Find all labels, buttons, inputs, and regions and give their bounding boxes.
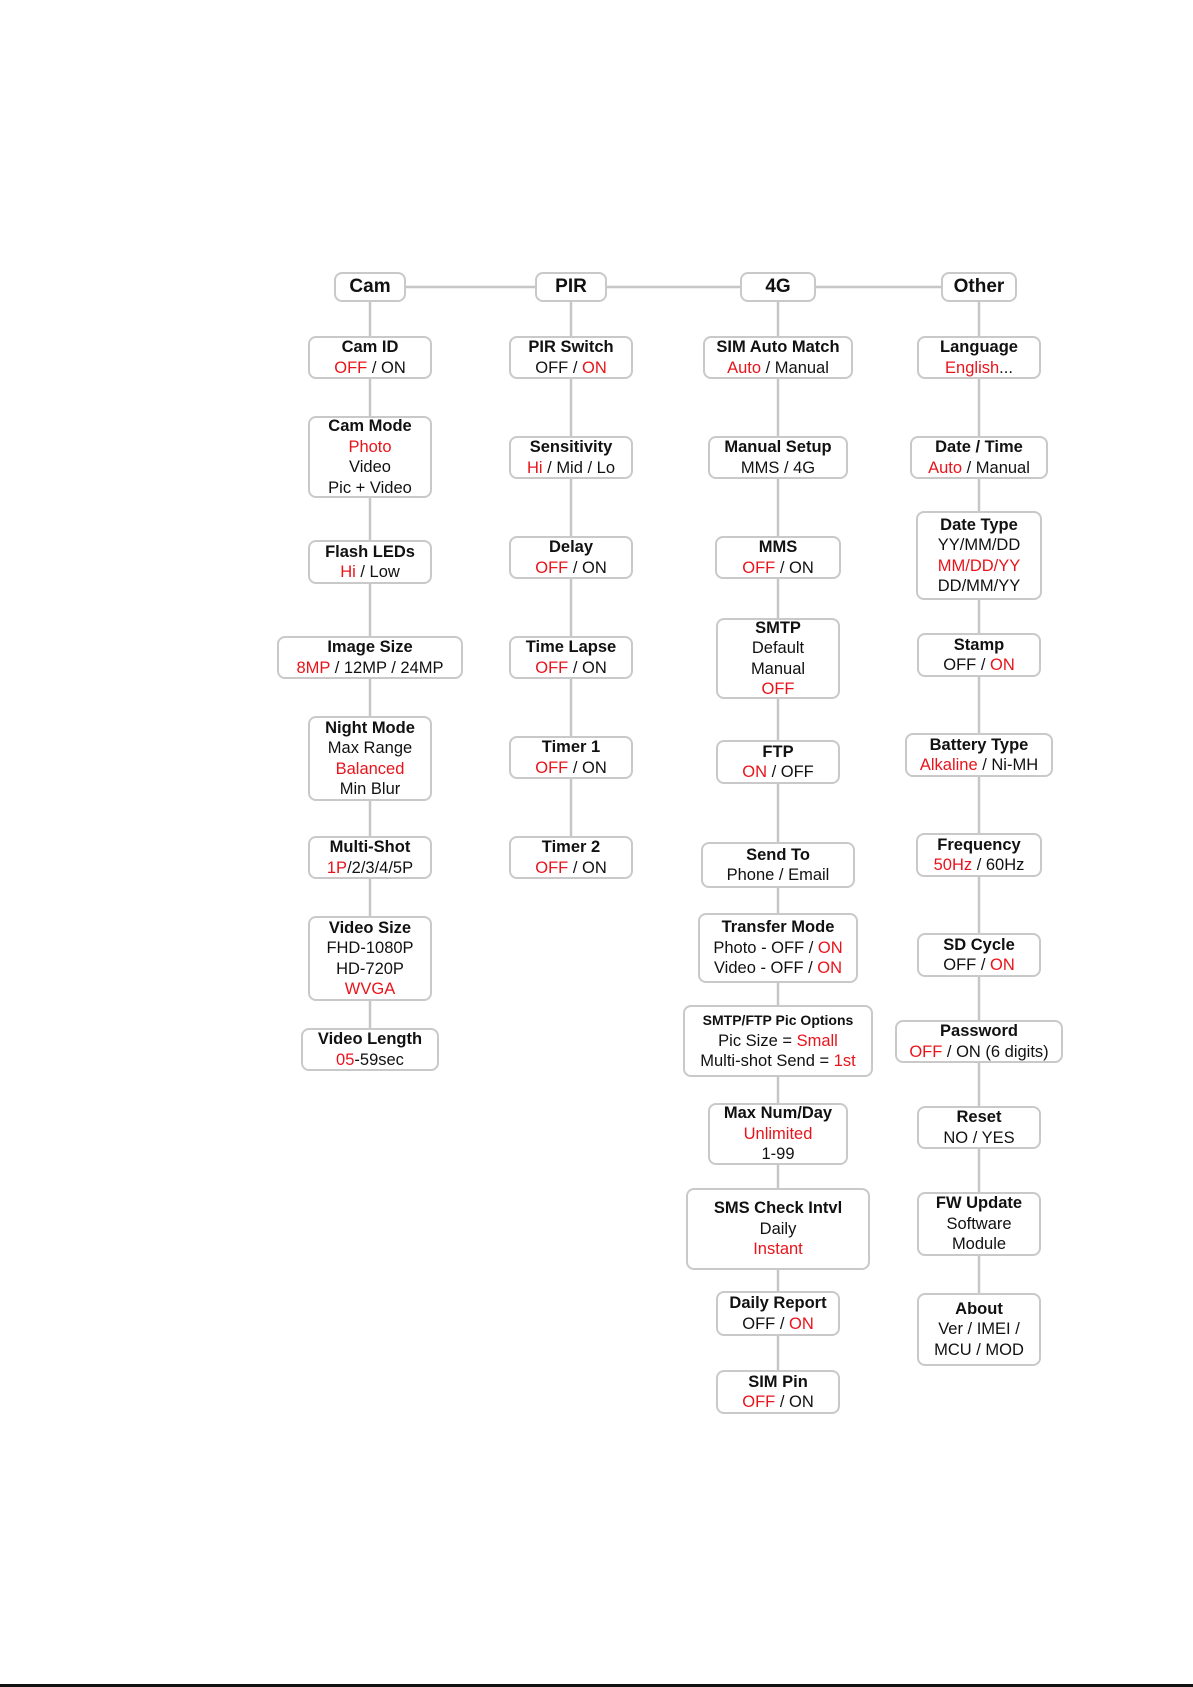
menu-item-battery-type[interactable] [905, 733, 1053, 777]
option-line [938, 535, 1021, 556]
menu-item-title: Video Size [328, 918, 412, 937]
menu-header-cam[interactable] [334, 272, 406, 302]
option-text: Max Range [327, 739, 413, 757]
option-text: / ON [775, 1393, 814, 1411]
menu-item-title: Send To [746, 845, 810, 864]
menu-item-title: Sensitivity [529, 438, 613, 456]
option-text: Multi-shot Send = [700, 1052, 834, 1071]
menu-item-title: Timer 1 [541, 738, 601, 756]
menu-item-title: Flash LEDs [325, 542, 415, 561]
menu-header-label: Other [953, 275, 1005, 297]
option-line [742, 1314, 814, 1335]
menu-item-fw-update[interactable] [917, 1192, 1041, 1256]
menu-item-mms[interactable] [715, 536, 841, 579]
option-line [327, 858, 413, 879]
selected-option: English [945, 358, 1000, 377]
option-text: / Manual [761, 358, 829, 377]
menu-item-time-lapse[interactable] [509, 636, 633, 679]
option-line [336, 959, 404, 980]
option-text: / OFF [767, 763, 814, 781]
option-line [751, 659, 805, 680]
menu-item-date-type[interactable] [916, 511, 1042, 600]
selected-option: OFF [742, 558, 776, 577]
option-line [535, 658, 607, 679]
option-line [945, 358, 1013, 379]
menu-item-title: Night Mode [325, 718, 415, 737]
option-line [714, 958, 842, 979]
option-line [752, 638, 804, 659]
option-text: Daily [759, 1219, 797, 1238]
option-text: / ON [775, 558, 814, 577]
option-line [718, 1031, 838, 1052]
option-text: Pic Size = [718, 1031, 797, 1050]
option-text: ... [999, 358, 1013, 377]
menu-item-title: FTP [762, 742, 794, 761]
option-line [349, 457, 391, 478]
menu-item-title: Transfer Mode [721, 918, 835, 937]
selected-option: ON [990, 656, 1015, 674]
selected-option: OFF [761, 680, 795, 698]
option-text: Video [349, 458, 391, 476]
menu-item-video-size[interactable] [308, 916, 432, 1001]
option-line [296, 658, 443, 679]
menu-item-title: Reset [956, 1108, 1002, 1126]
menu-item-smtp[interactable] [716, 618, 840, 699]
menu-item-sms-check-intvl[interactable] [686, 1188, 870, 1270]
menu-item-manual-setup[interactable] [708, 436, 848, 479]
selected-option: Auto [928, 458, 963, 477]
selected-option: WVGA [344, 980, 396, 998]
menu-item-timer-1[interactable] [509, 736, 633, 779]
menu-item-flash-leds[interactable] [308, 540, 432, 584]
option-line [727, 865, 830, 886]
option-line [340, 562, 400, 583]
option-line [762, 679, 795, 700]
option-text: YY/MM/DD [937, 536, 1021, 554]
menu-item-frequency[interactable] [916, 833, 1042, 877]
option-line [952, 1234, 1006, 1255]
menu-item-about[interactable] [917, 1293, 1041, 1366]
option-text: / ON (6 digits) [942, 1042, 1049, 1061]
option-line [946, 1214, 1011, 1235]
option-text: OFF / [742, 1314, 789, 1333]
menu-header-pir[interactable] [535, 272, 607, 302]
menu-item-title: About [955, 1299, 1003, 1318]
selected-option: Alkaline [919, 756, 978, 774]
option-text: Pic + Video [328, 478, 412, 497]
selected-option: ON [582, 358, 607, 377]
option-text: / Low [355, 563, 400, 581]
option-text: / ON [568, 558, 607, 577]
option-line [527, 458, 615, 479]
menu-item-title: Language [940, 338, 1018, 356]
option-line [934, 855, 1025, 876]
option-text: DD/MM/YY [937, 577, 1021, 595]
option-line [744, 1124, 813, 1145]
option-line [909, 1042, 1048, 1063]
selected-option: 05 [336, 1050, 355, 1069]
option-line [938, 1319, 1020, 1340]
option-text: Software [946, 1214, 1012, 1233]
option-line [328, 738, 412, 759]
menu-item-sd-cycle[interactable] [917, 933, 1041, 977]
option-text: OFF / [943, 656, 990, 674]
menu-item-title: Stamp [953, 635, 1005, 654]
menu-item-sim-auto-match[interactable] [703, 336, 853, 379]
option-text: HD-720P [336, 959, 404, 978]
menu-item-daily-report[interactable] [716, 1291, 840, 1336]
menu-item-stamp[interactable] [917, 633, 1041, 677]
menu-item-send-to[interactable] [701, 842, 855, 888]
option-line [727, 358, 829, 379]
option-line [348, 437, 391, 458]
option-text: Photo - OFF / [713, 938, 818, 957]
option-text: / Mid / Lo [542, 458, 616, 477]
menu-header-label: PIR [555, 275, 587, 297]
menu-item-title: SIM Auto Match [716, 338, 840, 356]
menu-item-title: SMTP [755, 618, 801, 637]
option-line [713, 938, 842, 959]
option-line [334, 358, 406, 379]
menu-item-title: PIR Switch [528, 338, 614, 356]
menu-item-title: Delay [548, 538, 594, 556]
option-line [345, 979, 395, 1000]
selected-option: Unlimited [743, 1124, 813, 1143]
option-text: Ver / IMEI / [938, 1320, 1020, 1339]
option-line [761, 1144, 794, 1165]
option-text: OFF / [535, 358, 582, 377]
option-text: MMS / 4G [740, 458, 816, 477]
option-text: / ON [367, 358, 406, 377]
option-text: Phone / Email [726, 866, 830, 884]
menu-item-title: Max Num/Day [723, 1104, 833, 1123]
option-line [934, 1340, 1024, 1361]
option-text: NO / YES [943, 1128, 1015, 1147]
menu-item-title: FW Update [935, 1194, 1023, 1213]
menu-item-max-num-day[interactable] [708, 1103, 848, 1165]
menu-item-title: Battery Type [929, 735, 1029, 754]
selected-option: ON [817, 938, 843, 957]
menu-item-title: Cam Mode [328, 417, 412, 435]
menu-item-title: Frequency [937, 835, 1021, 854]
menu-item-title: Cam ID [341, 338, 399, 356]
menu-item-date-time[interactable] [910, 436, 1048, 479]
option-line [336, 1050, 404, 1071]
option-line [328, 478, 412, 499]
option-text: / Manual [962, 458, 1030, 477]
option-text: / 60Hz [972, 856, 1025, 874]
menu-header-other[interactable] [941, 272, 1017, 302]
selected-option: 1st [833, 1052, 856, 1071]
option-text: / 12MP / 24MP [330, 658, 444, 677]
option-text: / Ni-MH [977, 756, 1039, 774]
menu-item-delay[interactable] [509, 536, 633, 579]
selected-option: OFF [535, 758, 569, 777]
selected-option: ON [817, 959, 843, 978]
selected-option: OFF [535, 858, 569, 877]
selected-option: 8MP [296, 658, 331, 677]
option-line [928, 458, 1030, 479]
option-line [753, 1239, 803, 1260]
menu-item-pir-switch[interactable] [509, 336, 633, 379]
selected-option: Hi [526, 458, 543, 477]
option-text: 1-99 [761, 1145, 795, 1164]
option-line [938, 576, 1021, 597]
menu-item-title: Date / Time [935, 438, 1023, 456]
option-line [700, 1051, 855, 1072]
option-line [760, 1219, 797, 1240]
selected-option: 50Hz [933, 856, 973, 874]
menu-header-4g[interactable] [740, 272, 816, 302]
selected-option: ON [742, 763, 767, 781]
option-text: FHD-1080P [326, 939, 414, 957]
selected-option: OFF [535, 558, 569, 577]
menu-item-title: MMS [758, 538, 798, 556]
option-line [535, 758, 607, 779]
menu-item-title: Manual Setup [724, 438, 832, 456]
selected-option: 1P [326, 858, 348, 877]
option-line [938, 556, 1021, 577]
option-text: Default [751, 639, 805, 657]
menu-item-title: Time Lapse [525, 638, 617, 656]
option-text: -59sec [354, 1050, 404, 1069]
menu-item-sim-pin[interactable] [716, 1370, 840, 1414]
option-text: Manual [750, 659, 806, 678]
selected-option: Instant [753, 1240, 803, 1259]
option-line [336, 759, 405, 780]
menu-item-video-length[interactable] [301, 1028, 439, 1071]
selected-option: Auto [727, 358, 762, 377]
selected-option: Small [796, 1031, 838, 1050]
option-line [943, 1128, 1014, 1149]
menu-item-password[interactable] [895, 1020, 1063, 1063]
menu-header-label: 4G [765, 275, 791, 297]
selected-option: OFF [909, 1042, 943, 1061]
option-line [742, 1392, 814, 1413]
option-line [943, 955, 1015, 976]
menu-header-label: Cam [349, 275, 391, 297]
menu-item-title: Daily Report [729, 1294, 827, 1312]
menu-item-title: Multi-Shot [329, 838, 411, 856]
menu-item-language[interactable] [917, 336, 1041, 379]
selected-option: Hi [340, 563, 356, 581]
option-line [535, 858, 607, 879]
menu-item-night-mode[interactable] [308, 716, 432, 801]
menu-item-title: Date Type [940, 515, 1018, 534]
menu-item-title: SMTP/FTP Pic Options [702, 1012, 854, 1029]
option-line [920, 755, 1038, 776]
option-text: / ON [568, 758, 607, 777]
option-line [535, 358, 607, 379]
option-text: Module [951, 1235, 1007, 1254]
option-line [340, 779, 401, 800]
option-line [943, 655, 1015, 676]
menu-item-title: Timer 2 [541, 838, 601, 856]
selected-option: OFF [742, 1393, 776, 1411]
option-line [535, 558, 607, 579]
menu-item-title: SMS Check Intvl [713, 1199, 843, 1218]
menu-item-ftp[interactable] [716, 740, 840, 784]
menu-item-title: Video Length [317, 1030, 423, 1048]
option-line [742, 762, 814, 783]
option-line [741, 458, 815, 479]
menu-item-smtp-ftp-pic-options[interactable] [683, 1005, 873, 1077]
selected-option: Photo [348, 437, 392, 456]
option-text: / ON [568, 658, 607, 677]
menu-item-cam-mode[interactable] [308, 416, 432, 498]
option-text: /2/3/4/5P [347, 858, 414, 877]
selected-option: OFF [535, 658, 569, 677]
option-text: Min Blur [339, 780, 401, 798]
menu-item-title: SD Cycle [943, 935, 1015, 954]
selected-option: MM/DD/YY [937, 556, 1021, 575]
menu-item-timer-2[interactable] [509, 836, 633, 879]
menu-item-title: SIM Pin [748, 1372, 808, 1391]
selected-option: ON [990, 956, 1015, 974]
option-line [326, 938, 413, 959]
menu-item-image-size[interactable] [277, 636, 463, 679]
option-text: Video - OFF / [713, 959, 818, 978]
option-text: OFF / [943, 956, 990, 974]
menu-item-sensitivity[interactable] [509, 436, 633, 479]
selected-option: Balanced [335, 759, 405, 778]
selected-option: OFF [334, 358, 368, 377]
menu-item-multi-shot[interactable] [308, 836, 432, 879]
menu-item-transfer-mode[interactable] [698, 913, 858, 983]
selected-option: ON [789, 1314, 814, 1333]
menu-item-cam-id[interactable] [308, 336, 432, 379]
menu-item-reset[interactable] [917, 1106, 1041, 1149]
menu-item-title: Image Size [327, 638, 413, 656]
menu-item-title: Password [940, 1022, 1018, 1040]
option-line [742, 558, 814, 579]
option-text: / ON [568, 858, 607, 877]
option-text: MCU / MOD [934, 1340, 1024, 1359]
